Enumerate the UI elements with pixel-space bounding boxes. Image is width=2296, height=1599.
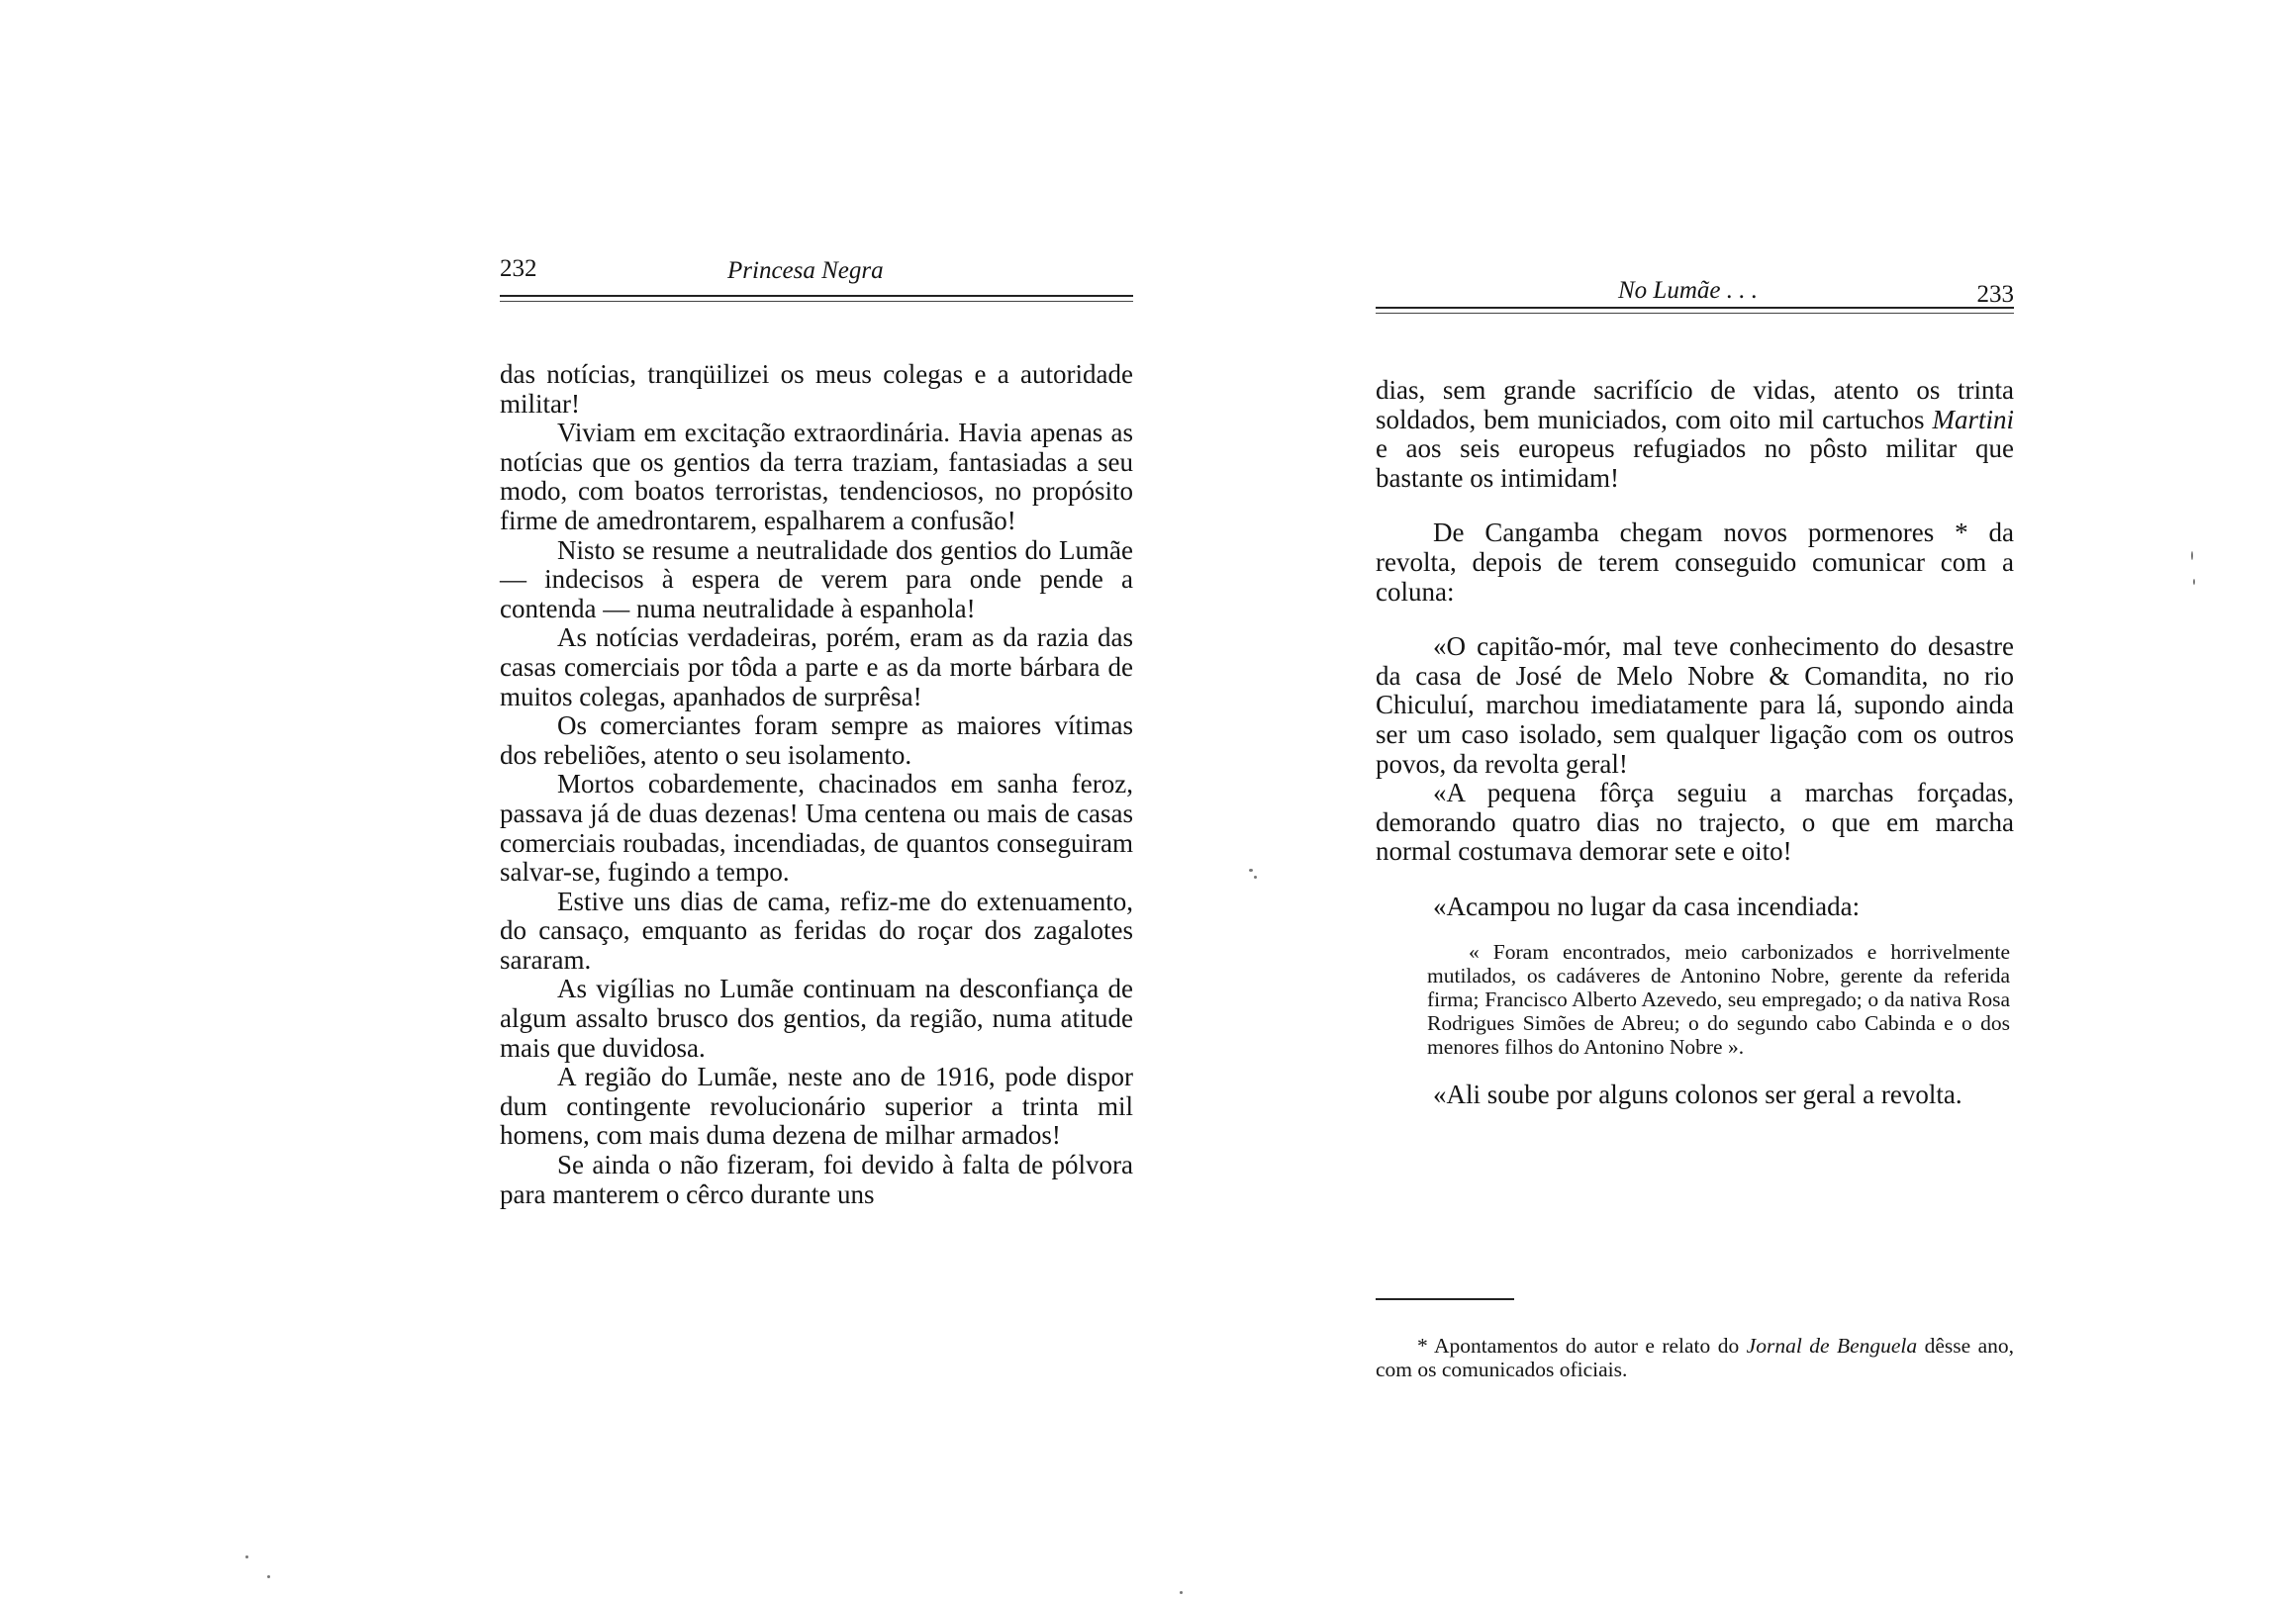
right-header-rule [1376,307,2014,314]
right-page-number: 233 [1976,281,2014,308]
paragraph: De Cangamba chegam novos pormenores * da revolta, depois de terem conseguido comunicar com a coluna: [1376,517,2014,607]
paragraph: «O capitão-mór, mal teve conhecimento do desastre da casa de José de Melo Nobre & Comandita, no rio Chiculuí, marchou imediatamente para lá, supondo ainda ser um caso isolado, sem qualquer ligação com os outros povos, da revolta geral! [1376,631,2014,779]
scan-speck [245,1555,248,1558]
scan-speck [1254,876,1257,879]
paragraph: Estive uns dias de cama, refiz-me do extenuamento, do cansaço, emquanto as feridas do roçar dos zagalotes sararam. [500,886,1133,975]
scan-speck [2191,551,2193,560]
paragraph: das notícias, tranqüilizei os meus colegas e a autoridade militar! [500,359,1133,419]
footnote [1376,1334,2014,1381]
footnote-rule [1376,1298,1514,1300]
left-page-number: 232 [500,255,537,282]
paragraph: Os comerciantes foram sempre as maiores vítimas dos rebeliões, atento o seu isolamento. [500,710,1133,770]
scan-speck [1249,869,1253,872]
paragraph: «Acampou no lugar da casa incendiada: [1433,891,1861,921]
scan-speck [2193,579,2195,585]
paragraph: As vigílias no Lumãe continuam na desconfiança de algum assalto brusco dos gentios, da região, numa atitude mais que duvidosa. [500,974,1133,1063]
paragraph: «A pequena fôrça seguiu a marchas forçadas, demorando quatro dias no trajecto, o que em marcha normal costumava demorar sete e oito! [1376,778,2014,867]
right-running-title: No Lumãe . . . [1618,277,1758,304]
block-quote [1427,940,2010,1059]
footnote-text: dêsse ano, com os comunicados oficiais. [1376,1334,2014,1381]
paragraph [1376,376,2014,493]
paragraph: Viviam em excitação extraordinária. Havia apenas as notícias que os gentios da terra traziam, fantasiadas a seu modo, com boatos terroristas, tendenciosos, no propósito firme de amedrontarem, espalharem a confusão! [500,418,1133,535]
footnote-italic: Jornal de Benguela [1746,1334,1918,1358]
right-page-text [1376,376,2014,1109]
paragraph-text: dias, sem grande sacrifício de vidas, atento os trinta soldados, bem municiados, com oito mil cartuchos [1376,375,2014,434]
paragraph: «Ali soube por alguns colonos ser geral a revolta. [1433,1079,1962,1109]
paragraph: Se ainda o não fizeram, foi devido à falta de pólvora para manterem o cêrco durante uns [500,1150,1133,1209]
paragraph: Mortos cobardemente, chacinados em sanha feroz, passava já de duas dezenas! Uma centena ou mais de casas comerciais roubadas, incendiadas, de quantos conseguiram salvar-se, fugindo a tempo. [500,769,1133,888]
paragraph-text: e aos seis europeus refugiados no pôsto militar que bastante os intimidam! [1376,433,2014,493]
left-running-title: Princesa Negra [727,257,884,284]
left-header-rule [500,295,1133,302]
paragraph: As notícias verdadeiras, porém, eram as da razia das casas comerciais por tôda a parte e as da morte bárbara de muitos colegas, apanhados de surprêsa! [500,622,1133,711]
italic-term: Martini [1932,404,2014,434]
scan-speck [267,1575,270,1578]
left-page-text [500,360,1133,1209]
scan-speck [1180,1591,1183,1594]
block-quote-text: « Foram encontrados, meio carbonizados e horrivelmente mutilados, os cadáveres de Antonino Nobre, gerente da referida firma; Francisco Alberto Azevedo, seu empregado; o da nativa Rosa Rodrigues Simões de Abreu; o do segundo cabo Cabinda e o dos menores filhos do Antonino Nobre ». [1427,939,2010,1059]
paragraph: A região do Lumãe, neste ano de 1916, pode dispor dum contingente revolucionário superior a trinta mil homens, com mais duma dezena de milhar armados! [500,1062,1133,1151]
footnote-text: * Apontamentos do autor e relato do [1417,1334,1740,1358]
paragraph: Nisto se resume a neutralidade dos gentios do Lumãe — indecisos à espera de verem para onde pende a contenda — numa neutralidade à espanhola! [500,534,1133,623]
